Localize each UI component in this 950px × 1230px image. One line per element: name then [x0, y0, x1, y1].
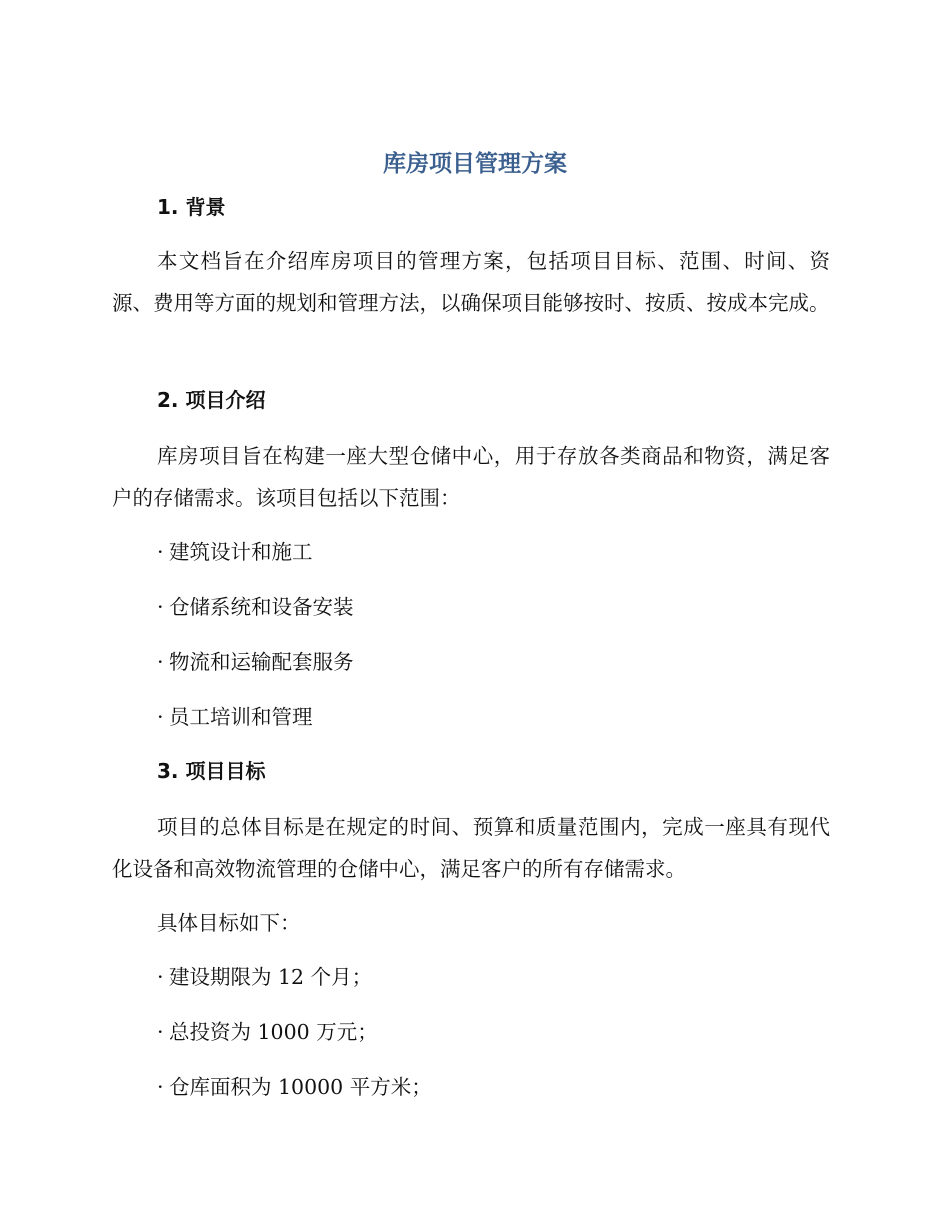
bullet-marker: · [157, 1075, 164, 1099]
section-heading-project-intro: 2. 项目介绍 [157, 388, 266, 412]
list-item-text: 仓库面积为 10000 平方米； [169, 1075, 432, 1099]
section-heading-background: 1. 背景 [157, 195, 226, 219]
list-item-text: 总投资为 1000 万元； [169, 1020, 378, 1044]
list-item [157, 538, 313, 566]
background-paragraph: 本文档旨在介绍库房项目的管理方案，包括项目目标、范围、时间、资源、费用等方面的规划和管理方法，以确保项目能够按时、按质、按成本完成。 [112, 249, 830, 315]
list-item-text: 仓储系统和设备安装 [169, 595, 354, 619]
bullet-marker: · [157, 540, 164, 564]
section-heading-project-goals: 3. 项目目标 [157, 759, 266, 783]
list-item-text: 建筑设计和施工 [169, 540, 313, 564]
bullet-marker: · [157, 1020, 164, 1044]
list-item [157, 963, 372, 991]
specific-goals-intro: 具体目标如下： [157, 911, 301, 935]
list-item [157, 648, 354, 676]
bullet-marker: · [157, 965, 164, 989]
list-item [157, 703, 313, 731]
project-intro-paragraph: 库房项目旨在构建一座大型仓储中心，用于存放各类商品和物资，满足客户的存储需求。该项目包括以下范围： [112, 444, 830, 510]
list-item-text: 物流和运输配套服务 [169, 650, 354, 674]
list-item-text: 建设期限为 12 个月； [169, 965, 373, 989]
project-goals-paragraph: 项目的总体目标是在规定的时间、预算和质量范围内，完成一座具有现代化设备和高效物流管理的仓储中心，满足客户的所有存储需求。 [112, 815, 830, 881]
document-title: 库房项目管理方案 [383, 151, 567, 177]
list-item [157, 1073, 432, 1101]
bullet-marker: · [157, 595, 164, 619]
bullet-marker: · [157, 705, 164, 729]
list-item [157, 1018, 378, 1046]
list-item-text: 员工培训和管理 [169, 705, 313, 729]
bullet-marker: · [157, 650, 164, 674]
list-item [157, 593, 354, 621]
